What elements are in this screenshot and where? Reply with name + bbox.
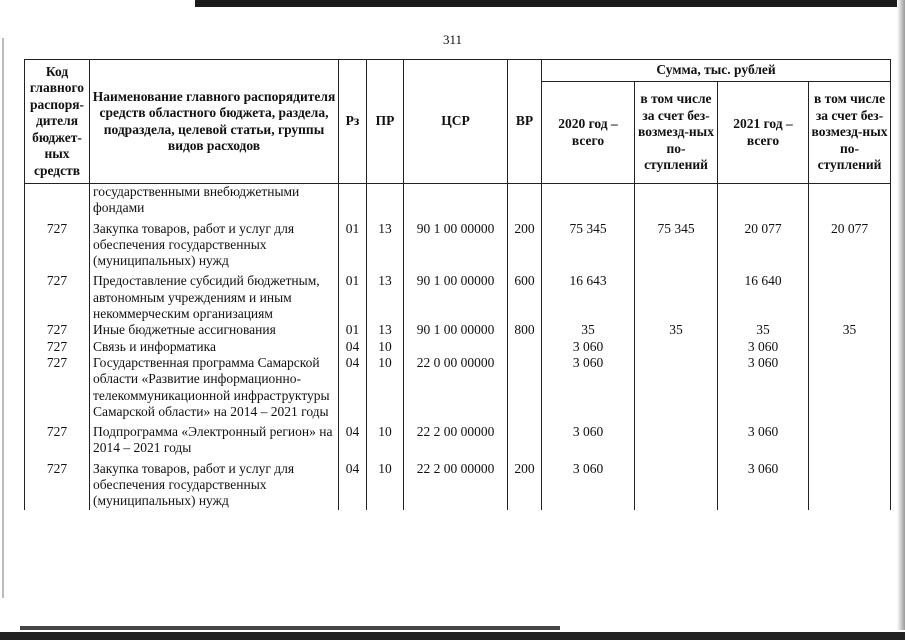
cell-2021-total: 3 060: [718, 355, 809, 420]
cell-code: 727: [25, 339, 90, 355]
cell-2020-total: 3 060: [542, 424, 635, 457]
cell-vr: 600: [508, 273, 542, 322]
cell-vr: 800: [508, 322, 542, 338]
cell-2020-total: 75 345: [542, 221, 635, 270]
table-row: [25, 273, 891, 322]
cell-vr: [508, 184, 542, 217]
cell-name: Закупка товаров, работ и услуг для обеспечения государственных (муниципальных) нужд: [90, 461, 339, 510]
cell-2021-free: 20 077: [809, 221, 891, 270]
cell-pr: 13: [367, 273, 404, 322]
scan-edge-top: [195, 0, 905, 7]
cell-rz: 04: [339, 355, 367, 420]
header-2021-total: 2021 год – всего: [718, 82, 809, 184]
cell-name: государственными внебюджетными фондами: [90, 184, 339, 217]
cell-code: 727: [25, 221, 90, 270]
cell-2021-total: 3 060: [718, 461, 809, 510]
table-row: [25, 184, 891, 217]
cell-name: Предоставление субсидий бюджетным, автономным учреждениям и иным некоммерческим организациям: [90, 273, 339, 322]
cell-name: Закупка товаров, работ и услуг для обеспечения государственных (муниципальных) нужд: [90, 221, 339, 270]
table-row: [25, 322, 891, 338]
cell-csr: 22 2 00 00000: [404, 461, 508, 510]
cell-vr: [508, 339, 542, 355]
cell-code: 727: [25, 355, 90, 420]
cell-csr: 90 1 00 00000: [404, 322, 508, 338]
cell-code: 727: [25, 273, 90, 322]
cell-name: Иные бюджетные ассигнования: [90, 322, 339, 338]
table-row: [25, 461, 891, 510]
cell-2020-free: 35: [635, 322, 718, 338]
cell-name: Связь и информатика: [90, 339, 339, 355]
cell-2021-total: 20 077: [718, 221, 809, 270]
header-2020-free: в том числе за счет без-возмезд-ных по-ступлений: [635, 82, 718, 184]
cell-rz: 04: [339, 461, 367, 510]
cell-code: 727: [25, 322, 90, 338]
cell-2020-free: 75 345: [635, 221, 718, 270]
cell-pr: 10: [367, 424, 404, 457]
cell-name: Государственная программа Самарской области «Развитие информационно-телекоммуникационной инфраструктуры Самарской области» на 2014 – 2021 годы: [90, 355, 339, 420]
cell-2020-free: [635, 184, 718, 217]
cell-name: Подпрограмма «Электронный регион» на 2014 – 2021 годы: [90, 424, 339, 457]
cell-2020-total: 3 060: [542, 339, 635, 355]
header-csr: ЦСР: [404, 60, 508, 184]
cell-2021-free: [809, 424, 891, 457]
cell-csr: 90 1 00 00000: [404, 221, 508, 270]
table-row: [25, 424, 891, 457]
cell-rz: 01: [339, 221, 367, 270]
cell-2021-total: 35: [718, 322, 809, 338]
table-row: [25, 339, 891, 355]
scan-edge-bottom: [0, 630, 905, 640]
cell-pr: 10: [367, 339, 404, 355]
scan-edge-left: [2, 38, 4, 598]
page-number: 311: [442, 32, 463, 47]
cell-2021-free: [809, 339, 891, 355]
budget-table: [24, 59, 891, 510]
cell-2021-total: 3 060: [718, 424, 809, 457]
header-vr: ВР: [508, 60, 542, 184]
cell-2021-total: 16 640: [718, 273, 809, 322]
header-rz: Рз: [339, 60, 367, 184]
cell-rz: 01: [339, 273, 367, 322]
header-code: Код главного распоря-дителя бюджет-ных средств: [25, 60, 90, 184]
cell-pr: 10: [367, 461, 404, 510]
cell-rz: 04: [339, 424, 367, 457]
cell-2021-free: 35: [809, 322, 891, 338]
cell-code: 727: [25, 424, 90, 457]
cell-2020-free: [635, 355, 718, 420]
cell-rz: [339, 184, 367, 217]
cell-rz: 01: [339, 322, 367, 338]
header-pr: ПР: [367, 60, 404, 184]
cell-2020-total: 3 060: [542, 355, 635, 420]
cell-2020-total: 35: [542, 322, 635, 338]
cell-2020-total: 16 643: [542, 273, 635, 322]
cell-pr: 10: [367, 355, 404, 420]
cell-vr: [508, 355, 542, 420]
table-row: [25, 221, 891, 270]
table-row: [25, 355, 891, 420]
scan-edge-right: [897, 0, 905, 640]
cell-2021-total: [718, 184, 809, 217]
header-2020-total: 2020 год – всего: [542, 82, 635, 184]
cell-2020-free: [635, 424, 718, 457]
cell-vr: 200: [508, 221, 542, 270]
cell-csr: 22 2 00 00000: [404, 424, 508, 457]
cell-pr: 13: [367, 221, 404, 270]
cell-code: [25, 184, 90, 217]
cell-2021-free: [809, 184, 891, 217]
header-sum: Сумма, тыс. рублей: [542, 60, 891, 82]
cell-2021-free: [809, 273, 891, 322]
cell-vr: 200: [508, 461, 542, 510]
cell-pr: 13: [367, 322, 404, 338]
cell-2021-free: [809, 355, 891, 420]
cell-pr: [367, 184, 404, 217]
cell-2021-free: [809, 461, 891, 510]
cell-2020-free: [635, 339, 718, 355]
cell-2020-free: [635, 273, 718, 322]
cell-2021-total: 3 060: [718, 339, 809, 355]
cell-csr: 90 1 00 00000: [404, 273, 508, 322]
cell-2020-total: 3 060: [542, 461, 635, 510]
cell-2020-total: [542, 184, 635, 217]
cell-csr: 22 0 00 00000: [404, 355, 508, 420]
cell-2020-free: [635, 461, 718, 510]
cell-code: 727: [25, 461, 90, 510]
header-2021-free: в том числе за счет без-возмезд-ных по-ступлений: [809, 82, 891, 184]
table-body: [25, 184, 891, 510]
cell-vr: [508, 424, 542, 457]
cell-rz: 04: [339, 339, 367, 355]
header-name: Наименование главного распорядителя средств областного бюджета, раздела, подраздела, целевой статьи, группы видов расходов: [90, 60, 339, 184]
cell-csr: [404, 184, 508, 217]
cell-csr: [404, 339, 508, 355]
